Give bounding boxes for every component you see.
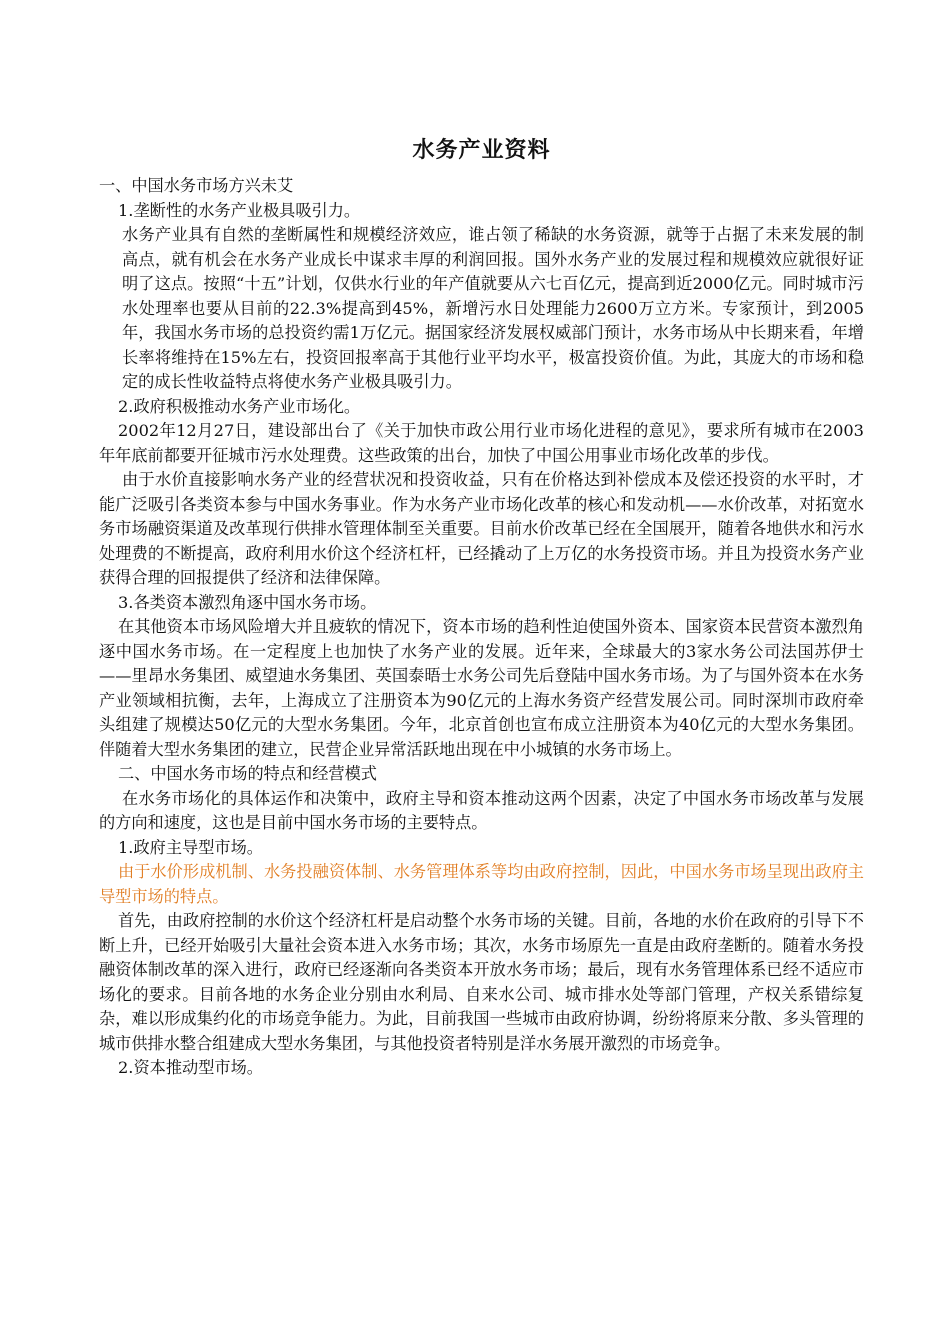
- paragraph-5: 在水务市场化的具体运作和决策中，政府主导和资本推动这两个因素，决定了中国水务市场改革与发展的方向和速度，这也是目前中国水务市场的主要特点。: [99, 788, 864, 832]
- section-heading-2: 二、中国水务市场的特点和经营模式: [118, 764, 377, 783]
- document-body: [99, 134, 864, 1081]
- paragraph-3: 由于水价直接影响水务产业的经营状况和投资收益，只有在价格达到补偿成本及偿还投资的水平时，才能广泛吸引各类资本参与中国水务事业。作为水务产业市场化改革的核心和发动机——水价改革，对拓宽水务市场融资渠道及改革现行供排水管理体制至关重要。目前水价改革已经在全国展开，随着各地供水和污水处理费的不断提高，政府利用水价这个经济杠杆，已经撬动了上万亿的水务投资市场。并且为投资水务产业获得合理的回报提供了经济和法律保障。: [99, 470, 864, 587]
- subheading-1-3: 3.各类资本激烈角逐中国水务市场。: [118, 592, 377, 612]
- subheading-2-2: 2.资本推动型市场。: [118, 1058, 263, 1077]
- paragraph-6: 首先，由政府控制的水价这个经济杠杆是启动整个水务市场的关键。目前，各地的水价在政府的引导下不断上升，已经开始吸引大量社会资本进入水务市场；其次，水务市场原先一直是由政府垄断的。随着水务投融资体制改革的深入进行，政府已经逐渐向各类资本开放水务市场；最后，现有水务管理体系已经不适应市场化的要求。目前各地的水务企业分别由水利局、自来水公司、城市排水处等部门管理，产权关系错综复杂，难以形成集约化的市场竞争能力。为此，目前我国一些城市由政府协调，纷纷将原来分散、多头管理的城市供排水整合组建成大型水务集团，与其他投资者特别是洋水务展开激烈的市场竞争。: [99, 911, 864, 1053]
- subheading-2-1: 1.政府主导型市场。: [118, 837, 263, 857]
- subheading-1-1: 1.垄断性的水务产业极具吸引力。: [118, 200, 361, 220]
- section-heading-1: 一、中国水务市场方兴未艾: [99, 176, 294, 195]
- document-title: 水务产业资料: [412, 138, 551, 163]
- highlighted-paragraph: 由于水价形成机制、水务投融资体制、水务管理体系等均由政府控制，因此，中国水务市场呈现出政府主导型市场的特点。: [99, 862, 864, 906]
- paragraph-4: 在其他资本市场风险增大并且疲软的情况下，资本市场的趋利性迫使国外资本、国家资本民营资本激烈角逐中国水务市场。在一定程度上也加快了水务产业的发展。近年来，全球最大的3家水务公司法国苏伊士——里昂水务集团、威望迪水务集团、英国泰晤士水务公司先后登陆中国水务市场。为了与国外资本在水务产业领域相抗衡，去年，上海成立了注册资本为90亿元的上海水务资产经营发展公司。同时深圳市政府牵头组建了规模达50亿元的大型水务集团。今年，北京首创也宣布成立注册资本为40亿元的大型水务集团。伴随着大型水务集团的建立，民营企业异常活跃地出现在中小城镇的水务市场上。: [99, 617, 864, 759]
- paragraph-1: 水务产业具有自然的垄断属性和规模经济效应，谁占领了稀缺的水务资源，就等于占据了未来发展的制高点，就有机会在水务产业成长中谋求丰厚的利润回报。国外水务产业的发展过程和规模效应就很好证明了这点。按照“十五”计划，仅供水行业的年产值就要从六七百亿元，提高到近2000亿元。同时城市污水处理率也要从目前的22.3%提高到45%，新增污水日处理能力2600万立方米。专家预计，到2005年，我国水务市场的总投资约需1万亿元。据国家经济发展权威部门预计，水务市场从中长期来看，年增长率将维持在15%左右，投资回报率高于其他行业平均水平，极富投资价值。为此，其庞大的市场和稳定的成长性收益特点将使水务产业极具吸引力。: [122, 225, 864, 391]
- paragraph-2: 2002年12月27日，建设部出台了《关于加快市政公用行业市场化进程的意见》，要求所有城市在2003年年底前都要开征城市污水处理费。这些政策的出台，加快了中国公用事业市场化改革的步伐。: [99, 421, 864, 465]
- subheading-1-2: 2.政府积极推动水务产业市场化。: [118, 396, 361, 416]
